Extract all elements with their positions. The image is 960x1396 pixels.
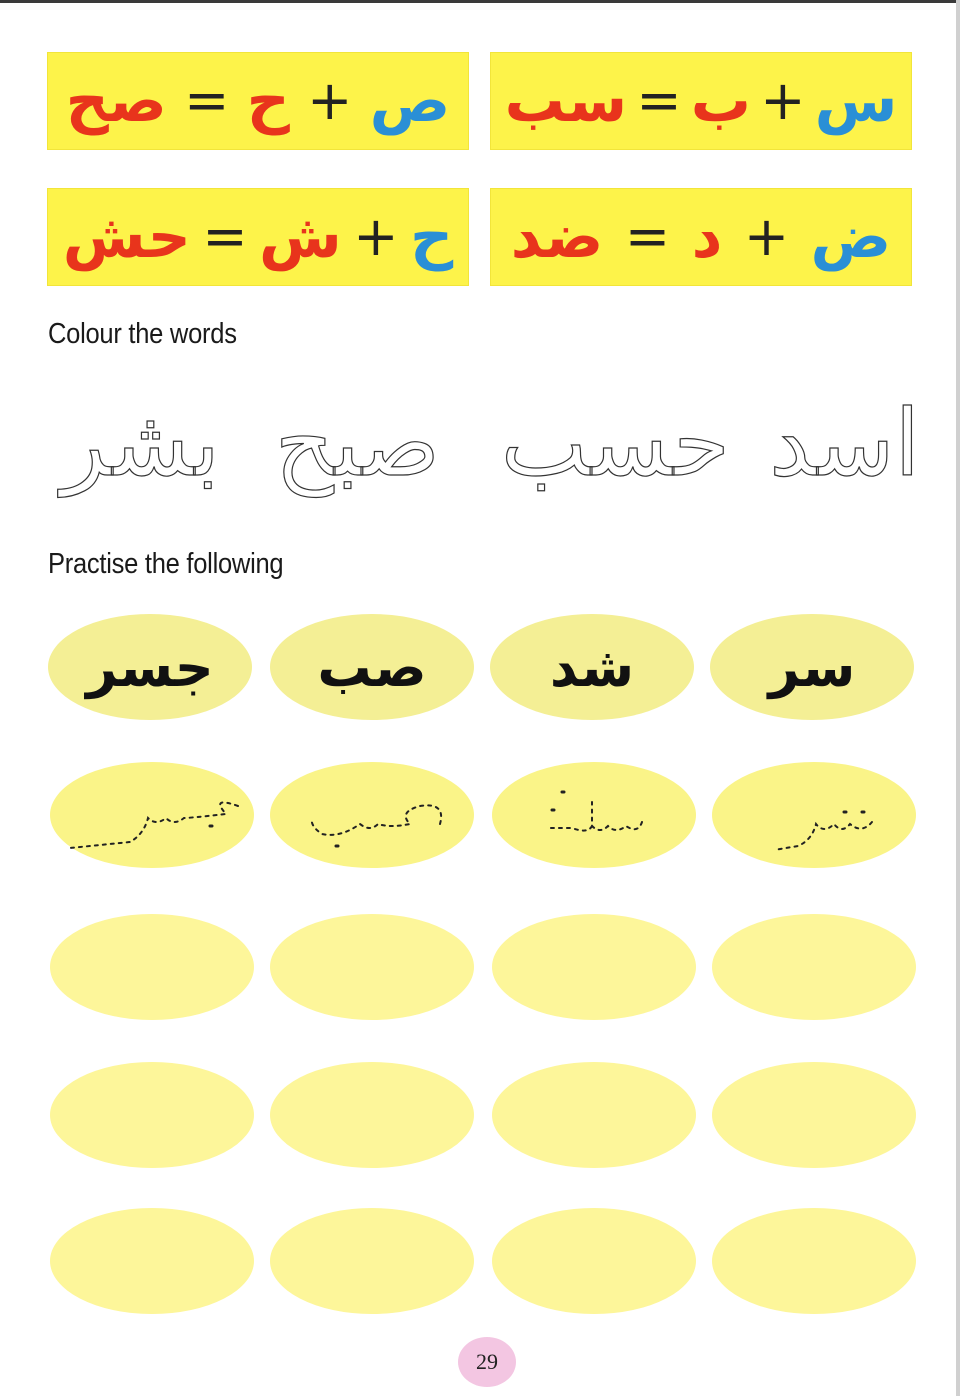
equation-box-sad-ha (47, 52, 469, 150)
dotted-trace-guide (270, 762, 474, 868)
blank-practice-oval[interactable] (712, 1062, 916, 1168)
equation-box-dad-dal (490, 188, 912, 286)
outline-word[interactable]: بشر (61, 390, 220, 497)
trace-oval[interactable] (50, 762, 254, 868)
blank-practice-oval[interactable] (50, 1062, 254, 1168)
blank-practice-oval[interactable] (270, 1208, 474, 1314)
dotted-trace-guide (712, 762, 916, 868)
model-word: شد (549, 635, 635, 699)
second-letter: ش (259, 202, 342, 272)
blank-practice-oval[interactable] (492, 1208, 696, 1314)
blank-practice-oval[interactable] (50, 914, 254, 1020)
blank-practice-oval[interactable] (492, 1062, 696, 1168)
equation-box-sin-ba (490, 52, 912, 150)
trace-oval[interactable] (270, 762, 474, 868)
model-word: جسر (86, 635, 214, 699)
equals-sign: = (202, 205, 248, 268)
first-letter: س (814, 66, 898, 136)
outline-words-svg (40, 370, 930, 530)
blank-practice-oval[interactable] (492, 914, 696, 1020)
plus-sign: + (743, 205, 790, 268)
plus-sign: + (307, 69, 353, 132)
blank-practice-oval[interactable] (50, 1208, 254, 1314)
outline-word[interactable]: صبح (274, 390, 440, 497)
practise-heading: Practise the following (48, 548, 284, 580)
plus-sign: + (353, 205, 399, 268)
first-letter: ح (410, 202, 454, 272)
result-word: حش (62, 202, 191, 272)
outline-word[interactable]: حسب (500, 390, 730, 497)
page-number: 29 (476, 1349, 498, 1374)
colour-words-area (40, 370, 930, 530)
model-word: صب (317, 635, 427, 699)
second-letter: ح (246, 66, 290, 136)
trace-oval[interactable] (712, 762, 916, 868)
trace-oval[interactable] (492, 762, 696, 868)
second-letter: ب (690, 66, 752, 136)
plus-sign: + (760, 69, 806, 132)
model-oval (270, 614, 474, 720)
model-oval (48, 614, 252, 720)
model-oval (490, 614, 694, 720)
first-letter: ص (369, 66, 451, 136)
outline-word[interactable]: اسد (769, 390, 920, 497)
dotted-trace-guide (492, 762, 696, 868)
blank-practice-oval[interactable] (270, 1062, 474, 1168)
model-oval (710, 614, 914, 720)
equals-sign: = (624, 205, 671, 268)
page-right-border (956, 0, 960, 1396)
blank-practice-oval[interactable] (270, 914, 474, 1020)
equals-sign: = (636, 69, 682, 132)
first-letter: ض (810, 202, 892, 272)
equals-sign: = (184, 69, 230, 132)
page-number-badge (458, 1337, 516, 1387)
dotted-trace-guide (50, 762, 254, 868)
model-word: سر (768, 635, 856, 699)
blank-practice-oval[interactable] (712, 914, 916, 1020)
page-top-border (0, 0, 960, 3)
result-word: سب (504, 66, 628, 136)
equation-box-ha-shin (47, 188, 469, 286)
colour-heading: Colour the words (48, 318, 237, 350)
result-word: صح (65, 66, 167, 136)
result-word: ضد (510, 202, 604, 272)
blank-practice-oval[interactable] (712, 1208, 916, 1314)
second-letter: د (691, 202, 723, 272)
